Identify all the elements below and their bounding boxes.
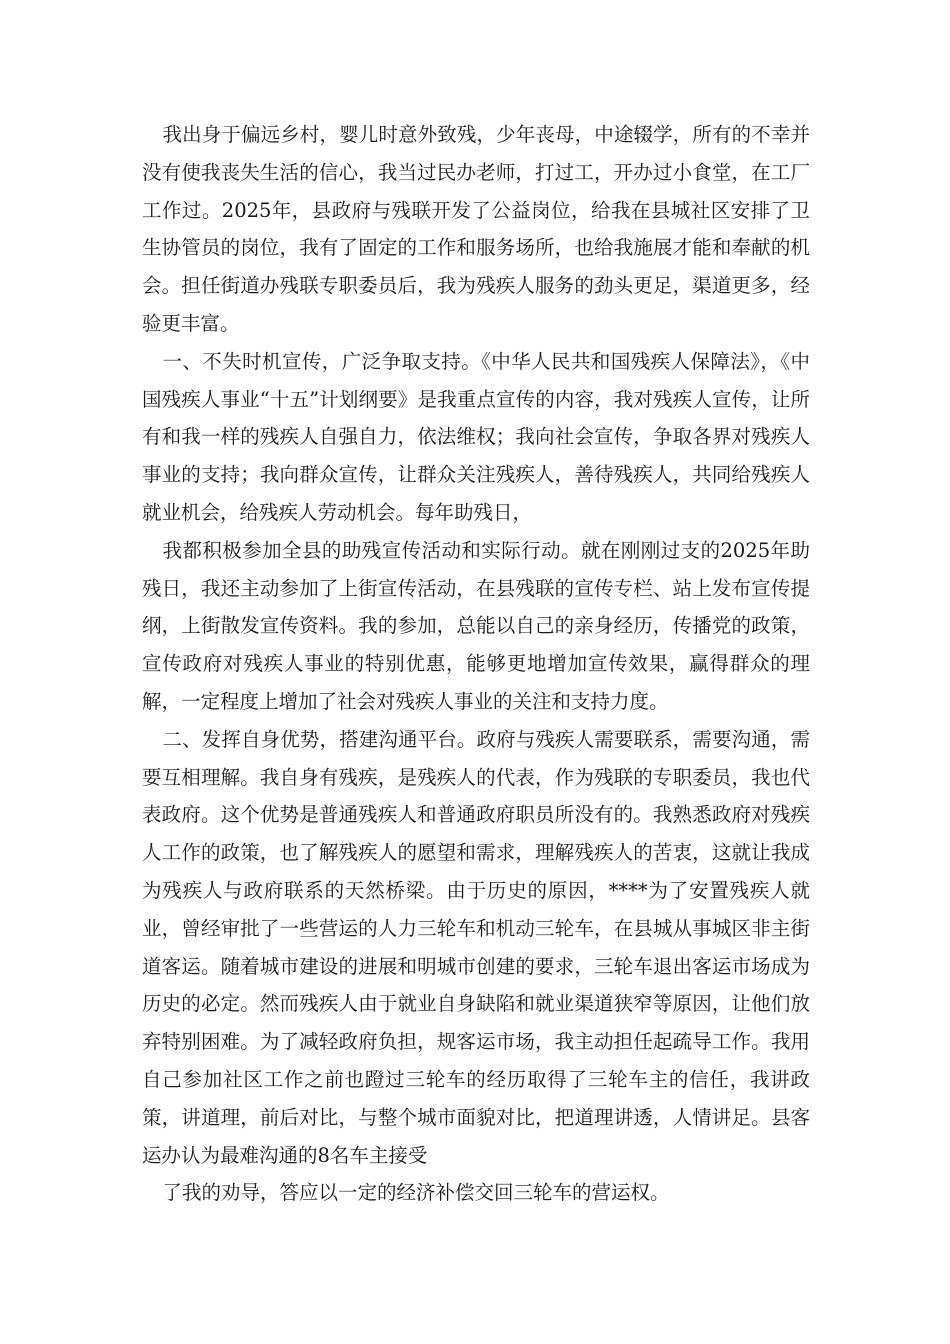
paragraph-section-two-continued: 了我的劝导，答应以一定的经济补偿交回三轮车的营运权。 (162, 1181, 670, 1205)
document-body (142, 116, 810, 1212)
paragraph-section-one-continued: 我都积极参加全县的助残宣传活动和实际行动。就在刚刚过支的2025年助残日，我还主动参加了上街宣传活动，在县残联的宣传专栏、站上发布宣传提纲，上街散发宣传资料。我的参加，总能以自己的亲身经历，传播党的政策，宣传政府对残疾人事业的特别优惠，能够更地增加宣传效果，赢得群众的理解，一定程度上增加了社会对残疾人事业的关注和支持力度。 (142, 538, 810, 713)
paragraph-section-one: 一、不失时机宣传，广泛争取支持。《中华人民共和国残疾人保障法》，《中国残疾人事业“十五”计划纲要》是我重点宣传的内容，我对残疾人宣传，让所有和我一样的残疾人自强自力，依法维权；我向社会宣传，争取各界对残疾人事业的支持；我向群众宣传，让群众关注残疾人，善待残疾人，共同给残疾人就业机会，给残疾人劳动机会。每年助残日， (142, 349, 810, 524)
paragraph-intro: 我出身于偏远乡村，婴儿时意外致残，少年丧母，中途辍学，所有的不幸并没有使我丧失生活的信心，我当过民办老师，打过工，开办过小食堂，在工厂工作过。2025年，县政府与残联开发了公益岗位，给我在县城社区安排了卫生协管员的岗位，我有了固定的工作和服务场所，也给我施展才能和奉献的机会。担任街道办残联专职委员后，我为残疾人服务的劲头更足，渠道更多，经验更丰富。 (142, 123, 810, 335)
paragraph-section-two: 二、发挥自身优势，搭建沟通平台。政府与残疾人需要联系，需要沟通，需要互相理解。我自身有残疾，是残疾人的代表，作为残联的专职委员，我也代表政府。这个优势是普通残疾人和普通政府职员所没有的。我熟悉政府对残疾人工作的政策，也了解残疾人的愿望和需求，理解残疾人的苦衷，这就让我成为残疾人与政府联系的天然桥梁。由于历史的原因，****为了安置残疾人就业，曾经审批了一些营运的人力三轮车和机动三轮车，在县城从事城区非主街道客运。随着城市建设的进展和明城市创建的要求，三轮车退出客运市场成为历史的必定。然而残疾人由于就业自身缺陷和就业渠道狭窄等原因，让他们放弃特别困难。为了减轻政府负担，规客运市场，我主动担任起疏导工作。我用自己参加社区工作之前也蹬过三轮车的经历取得了三轮车主的信任，我讲政策，讲道理，前后对比，与整个城市面貌对比，把道理讲透，人情讲足。县客运办认为最难沟通的8名车主接受 (142, 727, 810, 1167)
